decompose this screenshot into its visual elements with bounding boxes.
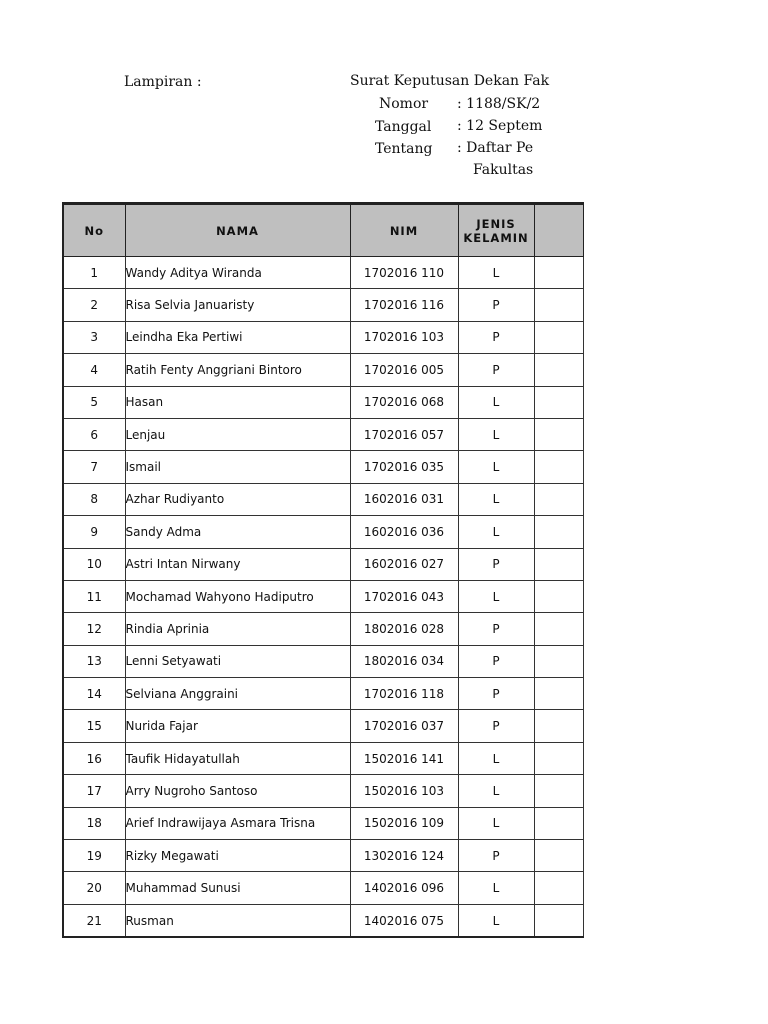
cell-nama: Nurida Fajar [125, 710, 350, 742]
cell-jk: L [458, 418, 534, 450]
cell-jk: P [458, 548, 534, 580]
header-no: No [63, 204, 125, 257]
cell-no: 16 [63, 742, 125, 774]
cell-jk: P [458, 710, 534, 742]
cell-no: 14 [63, 678, 125, 710]
table-row [63, 321, 583, 353]
cell-nim: 1502016 103 [350, 775, 458, 807]
cell-no: 13 [63, 645, 125, 677]
cell-no: 3 [63, 321, 125, 353]
cell-extra [534, 418, 583, 450]
header-nama: NAMA [125, 204, 350, 257]
header-jenis-kelamin [458, 204, 534, 257]
cell-extra [534, 354, 583, 386]
table-row [63, 710, 583, 742]
header-jk-line1: JENIS [476, 216, 516, 231]
cell-jk: L [458, 742, 534, 774]
table-row [63, 483, 583, 515]
cell-no: 20 [63, 872, 125, 904]
cell-no: 5 [63, 386, 125, 418]
cell-extra [534, 645, 583, 677]
cell-jk: L [458, 807, 534, 839]
cell-jk: L [458, 451, 534, 483]
cell-jk: L [458, 257, 534, 289]
cell-extra [534, 742, 583, 774]
cell-no: 21 [63, 904, 125, 937]
cell-nim: 1702016 057 [350, 418, 458, 450]
table-row [63, 516, 583, 548]
cell-nim: 1702016 118 [350, 678, 458, 710]
table-row [63, 548, 583, 580]
cell-nim: 1602016 036 [350, 516, 458, 548]
table-row [63, 289, 583, 321]
table-row [63, 354, 583, 386]
cell-extra [534, 904, 583, 937]
cell-nim: 1702016 103 [350, 321, 458, 353]
header-extra [534, 204, 583, 257]
cell-nim: 1602016 027 [350, 548, 458, 580]
cell-extra [534, 451, 583, 483]
cell-nama: Lenni Setyawati [125, 645, 350, 677]
cell-nim: 1702016 043 [350, 580, 458, 612]
table-row [63, 872, 583, 904]
cell-nim: 1802016 028 [350, 613, 458, 645]
table-row [63, 386, 583, 418]
cell-nama: Arief Indrawijaya Asmara Trisna [125, 807, 350, 839]
cell-jk: P [458, 289, 534, 321]
cell-jk: L [458, 516, 534, 548]
cell-nama: Ratih Fenty Anggriani Bintoro [125, 354, 350, 386]
cell-extra [534, 775, 583, 807]
cell-extra [534, 807, 583, 839]
cell-no: 10 [63, 548, 125, 580]
cell-no: 9 [63, 516, 125, 548]
cell-nim: 1702016 037 [350, 710, 458, 742]
cell-nama: Astri Intan Nirwany [125, 548, 350, 580]
cell-nama: Muhammad Sunusi [125, 872, 350, 904]
cell-extra [534, 840, 583, 872]
student-table-wrap [62, 202, 533, 938]
nomor-label: Nomor [379, 96, 429, 112]
table-row [63, 257, 583, 289]
cell-nama: Taufik Hidayatullah [125, 742, 350, 774]
cell-nim: 1602016 031 [350, 483, 458, 515]
cell-jk: L [458, 872, 534, 904]
fakultas-text: Fakultas [473, 162, 534, 178]
student-table [62, 202, 584, 938]
cell-jk: L [458, 775, 534, 807]
cell-no: 8 [63, 483, 125, 515]
cell-extra [534, 548, 583, 580]
table-row [63, 580, 583, 612]
cell-nama: Rindia Aprinia [125, 613, 350, 645]
cell-no: 6 [63, 418, 125, 450]
tentang-value: : Daftar Pe [457, 140, 534, 156]
cell-nama: Lenjau [125, 418, 350, 450]
table-row [63, 613, 583, 645]
cell-extra [534, 710, 583, 742]
cell-no: 2 [63, 289, 125, 321]
cell-jk: P [458, 354, 534, 386]
cell-nama: Rusman [125, 904, 350, 937]
cell-nama: Leindha Eka Pertiwi [125, 321, 350, 353]
cell-no: 7 [63, 451, 125, 483]
cell-jk: L [458, 904, 534, 937]
cell-extra [534, 580, 583, 612]
cell-extra [534, 289, 583, 321]
table-row [63, 645, 583, 677]
table-body [63, 257, 583, 938]
table-row [63, 807, 583, 839]
cell-extra [534, 678, 583, 710]
lampiran-label: Lampiran : [124, 74, 202, 90]
cell-extra [534, 613, 583, 645]
cell-nim: 1502016 109 [350, 807, 458, 839]
header-clip [0, 0, 550, 190]
table-row [63, 775, 583, 807]
table-row [63, 840, 583, 872]
cell-no: 11 [63, 580, 125, 612]
header-jk-line2: KELAMIN [463, 230, 529, 245]
cell-nim: 1802016 034 [350, 645, 458, 677]
cell-no: 12 [63, 613, 125, 645]
table-row [63, 742, 583, 774]
table-row [63, 418, 583, 450]
cell-nama: Sandy Adma [125, 516, 350, 548]
cell-nim: 1302016 124 [350, 840, 458, 872]
cell-extra [534, 321, 583, 353]
nomor-value: : 1188/SK/2 [457, 96, 541, 112]
cell-nim: 1702016 068 [350, 386, 458, 418]
cell-nama: Azhar Rudiyanto [125, 483, 350, 515]
cell-extra [534, 872, 583, 904]
cell-nama: Rizky Megawati [125, 840, 350, 872]
cell-extra [534, 386, 583, 418]
table-header-row [63, 204, 583, 257]
cell-nama: Hasan [125, 386, 350, 418]
cell-no: 18 [63, 807, 125, 839]
cell-nama: Selviana Anggraini [125, 678, 350, 710]
header-nim: NIM [350, 204, 458, 257]
cell-nim: 1702016 035 [350, 451, 458, 483]
cell-jk: P [458, 840, 534, 872]
cell-jk: P [458, 645, 534, 677]
cell-nim: 1502016 141 [350, 742, 458, 774]
cell-nama: Arry Nugroho Santoso [125, 775, 350, 807]
cell-jk: P [458, 678, 534, 710]
table-row [63, 678, 583, 710]
cell-no: 15 [63, 710, 125, 742]
cell-jk: P [458, 321, 534, 353]
cell-no: 4 [63, 354, 125, 386]
cell-nim: 1402016 096 [350, 872, 458, 904]
table-row [63, 904, 583, 937]
surat-keputusan-title: Surat Keputusan Dekan Fak [350, 73, 550, 89]
table-row [63, 451, 583, 483]
cell-no: 19 [63, 840, 125, 872]
cell-nama: Mochamad Wahyono Hadiputro [125, 580, 350, 612]
cell-extra [534, 483, 583, 515]
cell-jk: L [458, 580, 534, 612]
cell-extra [534, 257, 583, 289]
cell-nama: Ismail [125, 451, 350, 483]
cell-nama: Risa Selvia Januaristy [125, 289, 350, 321]
cell-nama: Wandy Aditya Wiranda [125, 257, 350, 289]
cell-extra [534, 516, 583, 548]
cell-no: 17 [63, 775, 125, 807]
tanggal-value: : 12 Septem [457, 118, 543, 134]
cell-no: 1 [63, 257, 125, 289]
cell-nim: 1702016 116 [350, 289, 458, 321]
document-header [0, 0, 768, 190]
cell-jk: L [458, 483, 534, 515]
cell-nim: 1702016 110 [350, 257, 458, 289]
tentang-label: Tentang [375, 141, 433, 157]
tanggal-label: Tanggal [375, 119, 432, 135]
cell-jk: L [458, 386, 534, 418]
cell-nim: 1702016 005 [350, 354, 458, 386]
cell-nim: 1402016 075 [350, 904, 458, 937]
cell-jk: P [458, 613, 534, 645]
